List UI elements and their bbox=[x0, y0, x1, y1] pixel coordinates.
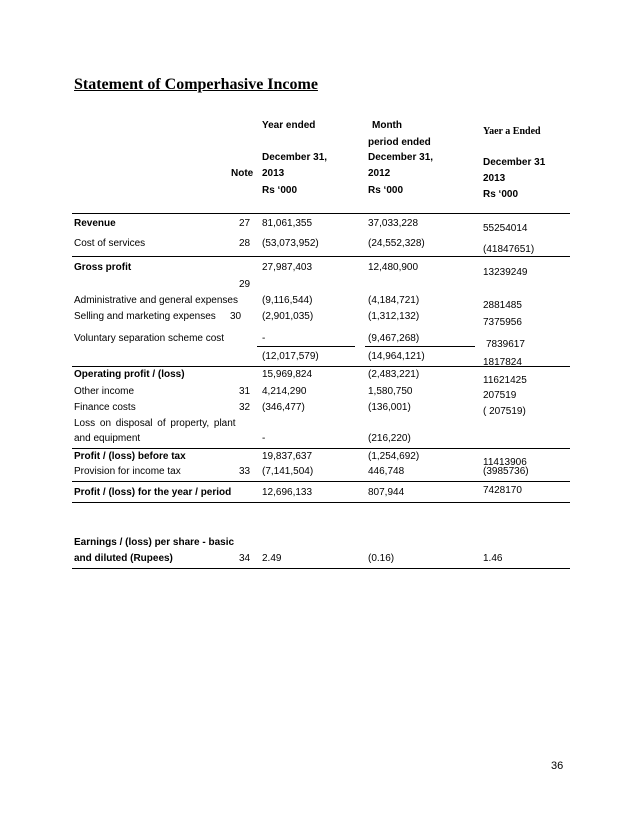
row-gross-c1: 27,987,403 bbox=[262, 262, 313, 273]
row-selling-label: Selling and marketing expenses bbox=[74, 311, 216, 322]
row-other-income-c2: 1,580,750 bbox=[368, 386, 413, 397]
row-admin-c3: 2881485 bbox=[483, 300, 522, 311]
row-cost-label: Cost of services bbox=[74, 238, 146, 249]
row-gross-note: 29 bbox=[239, 279, 251, 290]
row-finance-c3: ( 207519) bbox=[483, 406, 526, 417]
row-tax-note: 33 bbox=[239, 466, 251, 477]
row-tax-c2: 446,748 bbox=[368, 466, 405, 477]
row-pbt-label: Profit / (loss) before tax bbox=[74, 451, 186, 462]
row-tax-c1: (7,141,504) bbox=[262, 466, 314, 477]
row-disposal-label-line1: Loss on disposal of property, plant bbox=[74, 418, 236, 429]
row-operating-label: Operating profit / (loss) bbox=[74, 369, 185, 380]
header-col1-line2: December 31, bbox=[262, 152, 328, 163]
row-vss-c1: - bbox=[262, 333, 266, 344]
row-finance-c1: (346,477) bbox=[262, 402, 305, 413]
header-col3-line3: 2013 bbox=[483, 173, 506, 184]
row-cost-c1: (53,073,952) bbox=[262, 238, 319, 249]
row-gross-label: Gross profit bbox=[74, 262, 132, 273]
row-disposal-c2: (216,220) bbox=[368, 433, 411, 444]
row-vss-label: Voluntary separation scheme cost bbox=[74, 333, 225, 344]
header-col3-line4: Rs ‘000 bbox=[483, 189, 519, 200]
row-pat-c2: 807,944 bbox=[368, 487, 405, 498]
row-selling-c3: 7375956 bbox=[483, 317, 522, 328]
row-disposal-label-line2: and equipment bbox=[74, 433, 141, 444]
row-eps-c1: 2.49 bbox=[262, 553, 282, 564]
row-eps-c2: (0.16) bbox=[368, 553, 395, 564]
row-subtotal-c2: (14,964,121) bbox=[368, 351, 425, 362]
header-col3-line2: December 31 bbox=[483, 157, 546, 168]
row-revenue-c2: 37,033,228 bbox=[368, 218, 419, 229]
header-note: Note bbox=[231, 168, 254, 179]
pbt-rule bbox=[72, 448, 570, 449]
row-pbt-c1: 19,837,637 bbox=[262, 451, 313, 462]
row-tax-label: Provision for income tax bbox=[74, 466, 181, 477]
row-tax-c3: (3985736) bbox=[483, 466, 529, 477]
row-operating-c1: 15,969,824 bbox=[262, 369, 313, 380]
row-revenue-c1: 81,061,355 bbox=[262, 218, 313, 229]
row-admin-c2: (4,184,721) bbox=[368, 295, 420, 306]
row-selling-c2: (1,312,132) bbox=[368, 311, 420, 322]
row-pat-c1: 12,696,133 bbox=[262, 487, 313, 498]
row-eps-label-line2: and diluted (Rupees) bbox=[74, 553, 173, 564]
row-cost-c3: (41847651) bbox=[483, 244, 535, 255]
row-selling-c1: (2,901,035) bbox=[262, 311, 314, 322]
row-gross-c2: 12,480,900 bbox=[368, 262, 419, 273]
row-pat-label: Profit / (loss) for the year / period bbox=[74, 487, 232, 498]
row-subtotal-c3: 1817824 bbox=[483, 357, 522, 368]
header-col1-line4: Rs ‘000 bbox=[262, 185, 298, 196]
row-revenue-c3: 55254014 bbox=[483, 223, 528, 234]
row-pbt-c3: 11413906 bbox=[483, 457, 527, 468]
row-revenue-note: 27 bbox=[239, 218, 251, 229]
row-operating-c3: 11621425 bbox=[483, 375, 527, 386]
gross-rule bbox=[72, 256, 570, 257]
operating-rule bbox=[72, 366, 570, 367]
header-col1-line1: Year ended bbox=[262, 120, 316, 131]
row-cost-note: 28 bbox=[239, 238, 251, 249]
row-subtotal-c1: (12,017,579) bbox=[262, 351, 319, 362]
header-col3-line1: Yaer a Ended bbox=[483, 126, 541, 137]
row-admin-label: Administrative and general expenses bbox=[74, 295, 238, 306]
row-other-income-label: Other income bbox=[74, 386, 135, 397]
row-finance-label: Finance costs bbox=[74, 402, 136, 413]
row-eps-c3: 1.46 bbox=[483, 553, 503, 564]
row-disposal-c1: - bbox=[262, 433, 266, 444]
subtotal-rule-c1 bbox=[257, 346, 355, 347]
row-cost-c2: (24,552,328) bbox=[368, 238, 425, 249]
subtotal-rule-c2 bbox=[365, 346, 475, 347]
header-col2-line5: Rs ‘000 bbox=[368, 185, 404, 196]
pat-bottom-rule bbox=[72, 502, 570, 503]
header-col2-line2: period ended bbox=[368, 137, 431, 148]
header-col2-line1: Month bbox=[372, 120, 402, 131]
row-finance-note: 32 bbox=[239, 402, 251, 413]
row-eps-note: 34 bbox=[239, 553, 251, 564]
row-vss-c2: (9,467,268) bbox=[368, 333, 420, 344]
row-pbt-c2: (1,254,692) bbox=[368, 451, 420, 462]
row-admin-c1: (9,116,544) bbox=[262, 295, 313, 306]
row-finance-c2: (136,001) bbox=[368, 402, 411, 413]
row-pat-c3: 7428170 bbox=[483, 485, 522, 496]
row-selling-note: 30 bbox=[230, 311, 242, 322]
row-other-income-c1: 4,214,290 bbox=[262, 386, 307, 397]
statement-title: Statement of Comperhasive Income bbox=[74, 76, 318, 93]
row-operating-c2: (2,483,221) bbox=[368, 369, 420, 380]
pat-top-rule bbox=[72, 481, 570, 482]
row-other-income-note: 31 bbox=[239, 386, 251, 397]
header-col2-line4: 2012 bbox=[368, 168, 391, 179]
header-col2-line3: December 31, bbox=[368, 152, 434, 163]
header-col1-line3: 2013 bbox=[262, 168, 285, 179]
row-vss-c3: 7839617 bbox=[486, 339, 525, 350]
row-eps-label-line1: Earnings / (loss) per share - basic bbox=[74, 537, 235, 548]
eps-rule bbox=[72, 568, 570, 569]
row-other-income-c3: 207519 bbox=[483, 390, 517, 401]
page-number: 36 bbox=[551, 760, 564, 772]
row-revenue-label: Revenue bbox=[74, 218, 116, 229]
row-gross-c3: 13239249 bbox=[483, 267, 528, 278]
header-rule bbox=[72, 213, 570, 214]
